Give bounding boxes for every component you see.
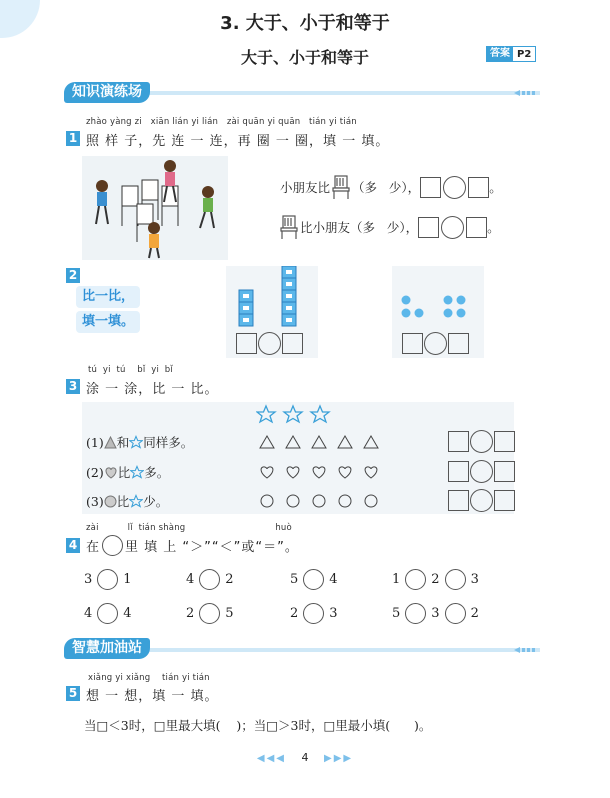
compare-circle[interactable]: [303, 569, 324, 590]
answer-box[interactable]: [448, 461, 469, 482]
compare-circle[interactable]: [445, 569, 466, 590]
number: 5: [290, 572, 299, 587]
q4-pinyin: zài lǐ tián shàng huò: [86, 523, 292, 533]
number: 4: [84, 606, 93, 621]
q1-line1-choices: （多 少），: [352, 180, 421, 195]
answer-box[interactable]: [282, 333, 303, 354]
number: 3: [470, 572, 479, 587]
compare-circle[interactable]: [199, 603, 220, 624]
compare-circle[interactable]: [405, 569, 426, 590]
answer-box[interactable]: [448, 490, 469, 511]
compare-circle[interactable]: [97, 603, 118, 624]
q4-item-5: [84, 603, 132, 624]
q3-answer-2: [448, 460, 515, 483]
q4-instruction-a: 在: [86, 540, 101, 555]
hearts-row: [258, 464, 382, 480]
answer-box[interactable]: [402, 333, 423, 354]
q5-instruction: 想 一 想，填 一 填。: [86, 689, 219, 704]
q3-number: 3: [66, 379, 80, 394]
q4-item-7: [290, 603, 338, 624]
q2-number: 2: [66, 268, 80, 283]
star-icon: [130, 465, 144, 479]
number: 3: [329, 606, 338, 621]
q3-pinyin: tú yi tú bǐ yi bǐ: [88, 365, 173, 375]
q3-row2-than: 比: [117, 465, 131, 480]
number: 5: [225, 606, 234, 621]
number: 3: [431, 606, 440, 621]
compare-circle[interactable]: [405, 603, 426, 624]
q1-line1-prefix: 小朋友比: [280, 180, 331, 195]
answer-tag[interactable]: [486, 46, 536, 62]
page-number: 4: [301, 751, 309, 764]
answer-box[interactable]: [418, 217, 439, 238]
number: 2: [470, 606, 479, 621]
circle-icon: [102, 535, 123, 556]
number: 4: [329, 572, 338, 587]
q3-row1-index: (1): [86, 434, 104, 450]
answer-page: P2: [517, 48, 532, 60]
q4-item-2: [186, 569, 234, 590]
q3-instruction: 涂 一 涂，比 一 比。: [86, 382, 219, 397]
answer-box[interactable]: [494, 431, 515, 452]
answer-box[interactable]: [466, 217, 487, 238]
answer-circle[interactable]: [441, 216, 464, 239]
q3-row3-index: (3): [86, 493, 104, 509]
section-practice-label: 知识演练场: [64, 82, 150, 103]
number: 2: [290, 606, 299, 621]
q4-item-8: [392, 603, 479, 624]
page-title: 3. 大于、小于和等于: [220, 13, 390, 34]
compare-circle[interactable]: [303, 603, 324, 624]
number: 1: [392, 572, 401, 587]
answer-box[interactable]: [448, 333, 469, 354]
q4-instruction: [86, 535, 299, 556]
q1-line2: [278, 214, 500, 240]
answer-circle[interactable]: [470, 489, 493, 512]
q1-pinyin: zhào yàng zi xiān lián yi lián zài quān yi quān tián yi tián: [86, 117, 357, 127]
heart-icon: [104, 466, 118, 479]
q3-row1-and: 和: [116, 435, 130, 450]
q2-answer-1: [236, 332, 303, 355]
answer-box[interactable]: [420, 177, 441, 198]
stars-row: [256, 404, 336, 424]
number: 5: [392, 606, 401, 621]
number: 4: [123, 606, 132, 621]
period: 。: [489, 180, 502, 195]
circles-row: [258, 493, 382, 509]
page-subtitle: 大于、小于和等于: [240, 48, 369, 67]
q4-item-3: [290, 569, 338, 590]
cube-towers-illustration: [236, 266, 302, 328]
q3-row1: [86, 433, 193, 451]
q1-instruction: 照 样 子，先 连 一 连，再 圈 一 圈，填 一 填。: [86, 134, 390, 149]
number: 1: [123, 572, 132, 587]
q3-row3: [86, 492, 168, 510]
q4-item-6: [186, 603, 234, 624]
q3-answer-3: [448, 489, 515, 512]
arrow-dots-icon: [512, 645, 536, 655]
period: 。: [487, 220, 500, 235]
chair-icon: [330, 174, 352, 200]
q3-row3-than: 比: [116, 494, 130, 509]
star-icon: [129, 494, 143, 508]
page-footer: [0, 751, 610, 764]
q3-row2: [86, 463, 169, 481]
answer-box[interactable]: [468, 177, 489, 198]
dots-illustration: [398, 292, 472, 322]
q2-bubble-compare: 比一比，: [76, 286, 140, 308]
q5-pinyin: xiǎng yi xiǎng tián yi tián: [88, 673, 210, 683]
circle-icon: [104, 495, 117, 508]
q4-number: 4: [66, 538, 80, 553]
children-chairs-illustration: [82, 156, 228, 260]
q1-number: 1: [66, 131, 80, 146]
answer-box[interactable]: [236, 333, 257, 354]
q3-row2-text: 多。: [144, 465, 170, 480]
answer-circle[interactable]: [443, 176, 466, 199]
arrow-dots-icon: [512, 88, 536, 98]
answer-circle[interactable]: [258, 332, 281, 355]
number: 3: [84, 572, 93, 587]
q4-item-4: [392, 569, 479, 590]
compare-circle[interactable]: [445, 603, 466, 624]
compare-circle[interactable]: [199, 569, 220, 590]
q3-row2-index: (2): [86, 464, 104, 480]
section-smart-label: 智慧加油站: [64, 638, 150, 659]
answer-box[interactable]: [494, 461, 515, 482]
q4-item-1: [84, 569, 132, 590]
q5-question: 当□＜3时，□里最大填( )；当□＞3时，□里最小填( )。: [84, 718, 432, 733]
answer-box[interactable]: [448, 431, 469, 452]
q1-line1: [280, 174, 502, 200]
answer-circle[interactable]: [470, 460, 493, 483]
answer-label: 答案: [487, 47, 513, 61]
q5-number: 5: [66, 686, 80, 701]
triangle-icon: [104, 436, 117, 449]
answer-circle[interactable]: [470, 430, 493, 453]
number: 2: [186, 606, 195, 621]
answer-circle[interactable]: [424, 332, 447, 355]
number: 2: [225, 572, 234, 587]
q1-line2-text: 比小朋友（多 少），: [300, 220, 419, 235]
right-arrows-icon: ▶▶▶: [324, 753, 354, 764]
triangles-row: [258, 434, 382, 450]
answer-box[interactable]: [494, 490, 515, 511]
q2-answer-2: [402, 332, 469, 355]
number: 4: [186, 572, 195, 587]
q3-answer-1: [448, 430, 515, 453]
q2-bubble-fill: 填一填。: [76, 311, 140, 333]
compare-circle[interactable]: [97, 569, 118, 590]
q3-row3-text: 少。: [143, 494, 169, 509]
star-icon: [129, 435, 143, 449]
q4-instruction-b: 里 填 上 “＞”“＜”或“＝”。: [125, 540, 299, 555]
left-arrows-icon: ◀◀◀: [256, 753, 286, 764]
number: 2: [431, 572, 440, 587]
q3-row1-text: 同样多。: [143, 435, 194, 450]
chair-icon: [278, 214, 300, 240]
